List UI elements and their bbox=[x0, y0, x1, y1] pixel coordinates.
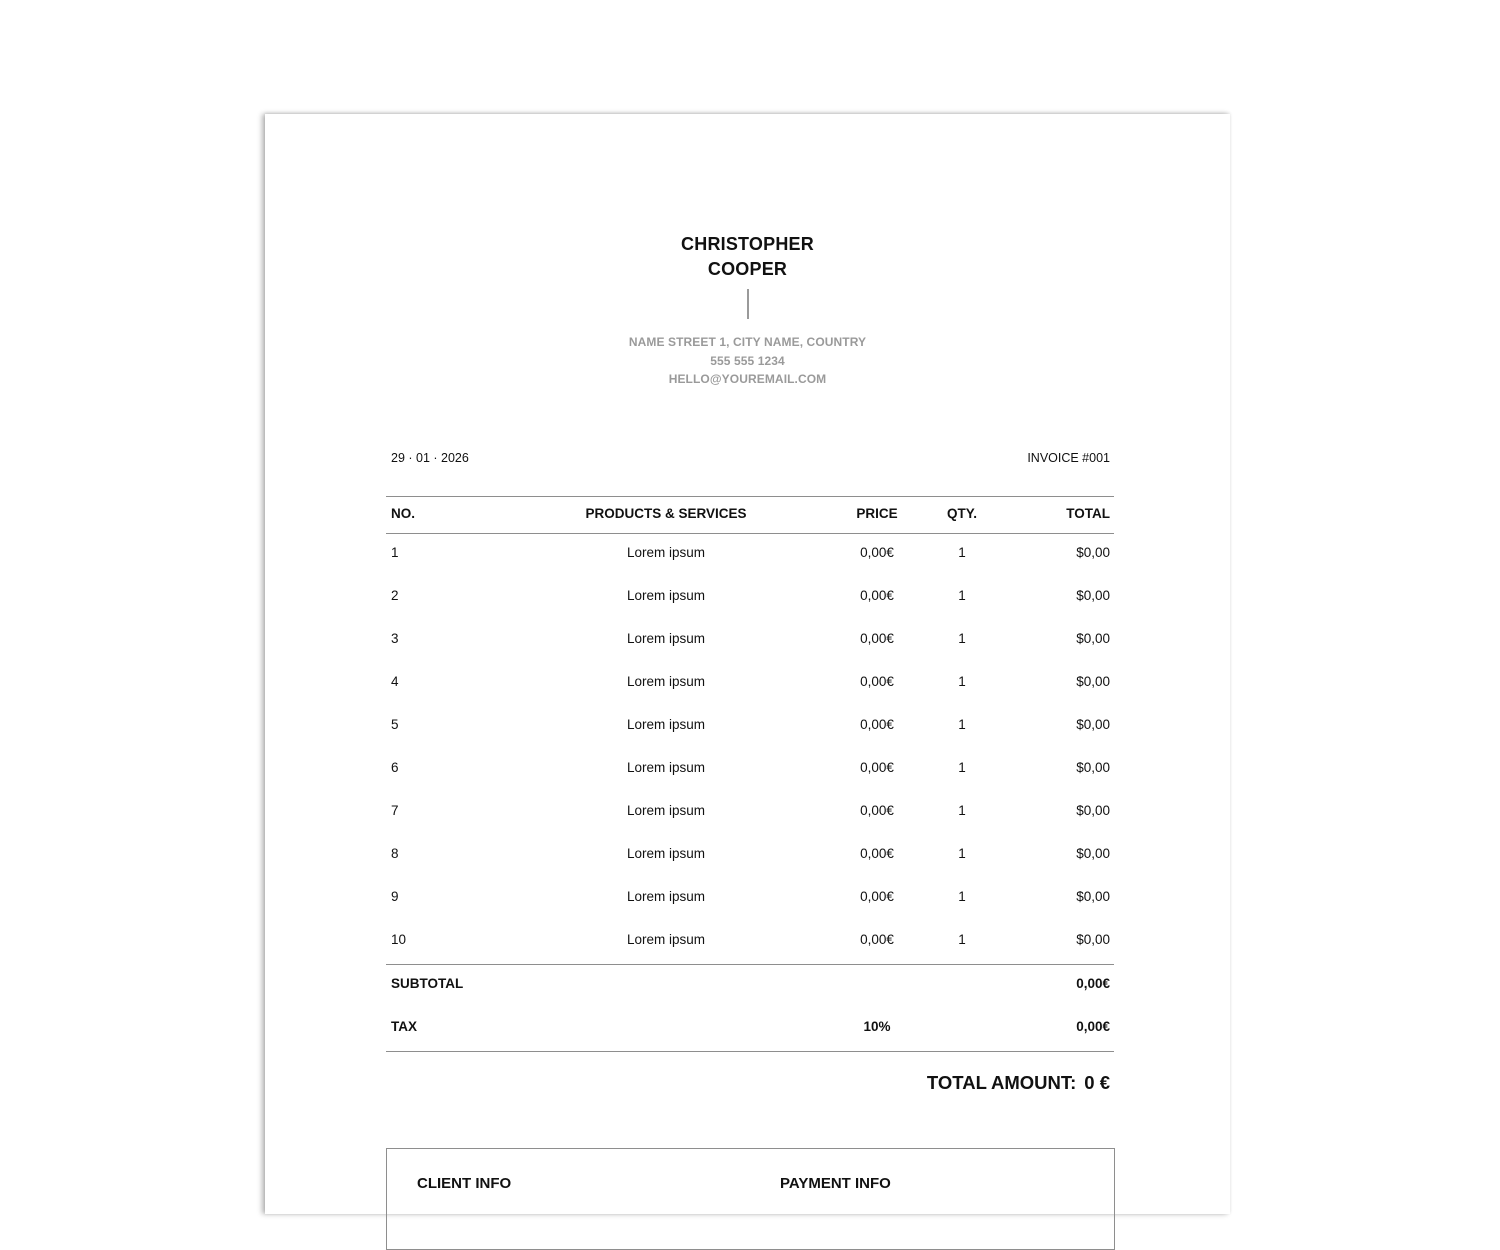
row-total: $0,00 bbox=[1076, 760, 1110, 775]
table-row bbox=[386, 706, 1114, 749]
row-qty: 1 bbox=[958, 545, 966, 560]
row-product: Lorem ipsum bbox=[626, 674, 706, 689]
row-product: Lorem ipsum bbox=[626, 631, 706, 646]
row-total: $0,00 bbox=[1076, 846, 1110, 861]
row-product: Lorem ipsum bbox=[626, 545, 706, 560]
row-total: $0,00 bbox=[1076, 889, 1110, 904]
row-price: 0,00€ bbox=[860, 674, 894, 689]
subtotal-row bbox=[386, 965, 1114, 1008]
row-price: 0,00€ bbox=[860, 717, 894, 732]
row-product: Lorem ipsum bbox=[626, 717, 706, 732]
row-no: 4 bbox=[391, 674, 399, 689]
row-product: Lorem ipsum bbox=[626, 803, 706, 818]
row-no: 9 bbox=[391, 889, 399, 904]
row-qty: 1 bbox=[958, 760, 966, 775]
summary-block bbox=[386, 964, 1114, 1052]
invoice-header bbox=[265, 232, 1230, 389]
row-no: 3 bbox=[391, 631, 399, 646]
tax-rate: 10% bbox=[863, 1019, 891, 1034]
table-row bbox=[386, 620, 1114, 663]
row-total: $0,00 bbox=[1076, 588, 1110, 603]
total-amount bbox=[927, 1072, 1110, 1094]
row-no: 8 bbox=[391, 846, 399, 861]
total-amount-label: TOTAL AMOUNT: bbox=[926, 1072, 1077, 1093]
info-box bbox=[386, 1148, 1115, 1250]
table-row bbox=[386, 577, 1114, 620]
email-text: HELLO@YOUREMAIL.COM bbox=[668, 372, 827, 386]
row-qty: 1 bbox=[958, 631, 966, 646]
row-price: 0,00€ bbox=[860, 760, 894, 775]
address-text: NAME STREET 1, CITY NAME, COUNTRY bbox=[628, 335, 867, 349]
row-no: 10 bbox=[391, 932, 407, 947]
row-qty: 1 bbox=[958, 717, 966, 732]
phone-text: 555 555 1234 bbox=[710, 353, 785, 368]
table-row bbox=[386, 792, 1114, 835]
subtotal-label: SUBTOTAL bbox=[391, 976, 464, 991]
row-total: $0,00 bbox=[1076, 932, 1110, 947]
row-product: Lorem ipsum bbox=[626, 889, 706, 904]
row-no: 1 bbox=[391, 545, 399, 560]
invoice-date: 29 · 01 · 2026 bbox=[391, 451, 469, 465]
row-product: Lorem ipsum bbox=[626, 588, 706, 603]
row-total: $0,00 bbox=[1076, 674, 1110, 689]
row-qty: 1 bbox=[958, 932, 966, 947]
row-price: 0,00€ bbox=[860, 889, 894, 904]
row-no: 6 bbox=[391, 760, 399, 775]
row-no: 5 bbox=[391, 717, 399, 732]
tax-value: 0,00€ bbox=[1076, 1019, 1110, 1034]
row-total: $0,00 bbox=[1076, 803, 1110, 818]
table-header-row bbox=[386, 496, 1114, 534]
row-price: 0,00€ bbox=[860, 588, 894, 603]
row-product: Lorem ipsum bbox=[626, 932, 706, 947]
header-price: PRICE bbox=[856, 506, 898, 521]
row-qty: 1 bbox=[958, 889, 966, 904]
row-qty: 1 bbox=[958, 588, 966, 603]
row-no: 2 bbox=[391, 588, 399, 603]
invoice-number: INVOICE #001 bbox=[1027, 451, 1110, 465]
table-body bbox=[386, 534, 1114, 964]
items-table bbox=[386, 496, 1114, 1052]
row-qty: 1 bbox=[958, 674, 966, 689]
row-product: Lorem ipsum bbox=[626, 846, 706, 861]
header-divider bbox=[747, 289, 749, 319]
row-qty: 1 bbox=[958, 846, 966, 861]
header-no: NO. bbox=[391, 506, 416, 521]
header-total: TOTAL bbox=[1066, 506, 1110, 521]
payment-info-title: PAYMENT INFO bbox=[780, 1175, 891, 1192]
company-name-line2: COOPER bbox=[707, 259, 788, 279]
row-product: Lorem ipsum bbox=[626, 760, 706, 775]
row-total: $0,00 bbox=[1076, 545, 1110, 560]
tax-row bbox=[386, 1008, 1114, 1051]
row-price: 0,00€ bbox=[860, 631, 894, 646]
row-price: 0,00€ bbox=[860, 803, 894, 818]
row-qty: 1 bbox=[958, 803, 966, 818]
company-name-line1: CHRISTOPHER bbox=[681, 234, 814, 254]
row-price: 0,00€ bbox=[860, 846, 894, 861]
row-total: $0,00 bbox=[1076, 717, 1110, 732]
client-info-title: CLIENT INFO bbox=[417, 1175, 512, 1192]
table-row bbox=[386, 921, 1114, 964]
row-price: 0,00€ bbox=[860, 932, 894, 947]
table-row bbox=[386, 749, 1114, 792]
table-row bbox=[386, 878, 1114, 921]
row-no: 7 bbox=[391, 803, 399, 818]
table-row bbox=[386, 663, 1114, 706]
total-amount-value: 0 € bbox=[1084, 1072, 1110, 1093]
table-row bbox=[386, 835, 1114, 878]
table-row bbox=[386, 534, 1114, 577]
row-total: $0,00 bbox=[1076, 631, 1110, 646]
invoice-page bbox=[265, 114, 1230, 1214]
header-products: PRODUCTS & SERVICES bbox=[585, 506, 747, 521]
subtotal-value: 0,00€ bbox=[1076, 976, 1110, 991]
header-qty: QTY. bbox=[946, 506, 978, 521]
tax-label: TAX bbox=[391, 1019, 417, 1034]
row-price: 0,00€ bbox=[860, 545, 894, 560]
